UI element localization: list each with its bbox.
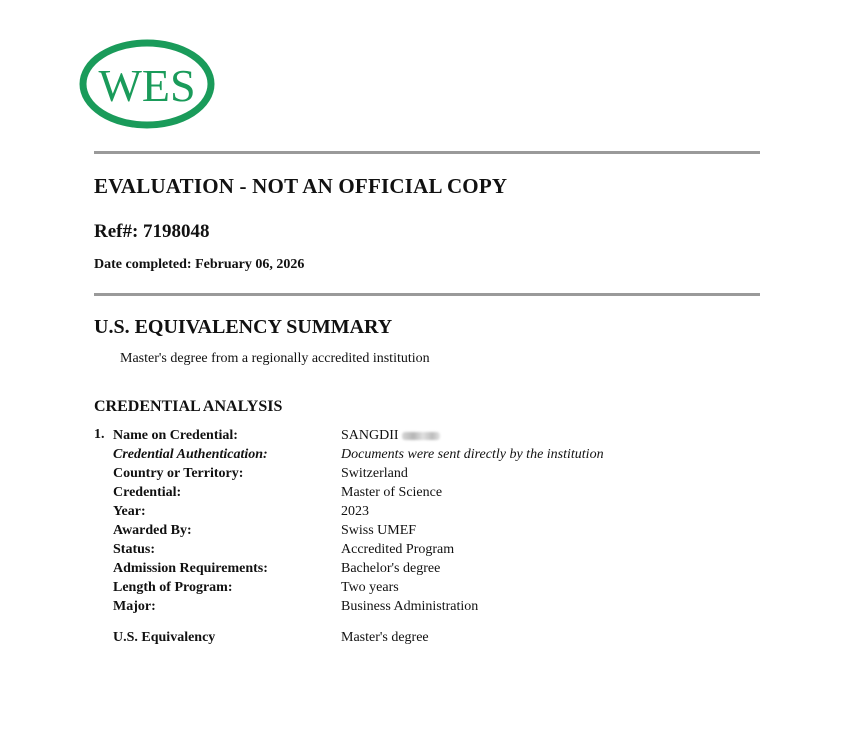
logo-text: WES xyxy=(98,60,196,111)
row-value: Two years xyxy=(341,580,399,595)
row-label: Country or Territory: xyxy=(113,466,244,481)
credential-heading: CREDENTIAL ANALYSIS xyxy=(94,398,283,415)
row-value: Swiss UMEF xyxy=(341,523,417,538)
row-label: Major: xyxy=(113,599,156,614)
row-label: Admission Requirements: xyxy=(113,561,268,576)
row-value: SANGDII xyxy=(341,426,440,445)
credential-number: 1. xyxy=(94,427,105,442)
summary-text: Master's degree from a regionally accredited institution xyxy=(120,351,430,366)
reference-number: Ref#: 7198048 xyxy=(94,221,210,242)
row-label: Credential Authentication: xyxy=(113,447,268,462)
row-value: Master of Science xyxy=(341,485,443,500)
row-value: Business Administration xyxy=(341,599,479,614)
row-value: Switzerland xyxy=(341,466,408,481)
row-label: Year: xyxy=(113,504,146,519)
row-value: Bachelor's degree xyxy=(341,561,441,576)
document-title: EVALUATION - NOT AN OFFICIAL COPY xyxy=(94,174,508,198)
row-label: Credential: xyxy=(113,485,182,500)
date-completed: Date completed: February 06, 2026 xyxy=(94,257,305,272)
top-divider xyxy=(94,151,760,154)
wes-logo xyxy=(78,38,216,130)
row-label: Awarded By: xyxy=(113,523,192,538)
row-value: Master's degree xyxy=(341,630,429,645)
row-value: 2023 xyxy=(341,504,369,519)
redacted-name-mark xyxy=(402,432,440,440)
summary-heading: U.S. EQUIVALENCY SUMMARY xyxy=(94,316,393,338)
row-label: Length of Program: xyxy=(113,580,233,595)
row-label: Status: xyxy=(113,542,156,557)
row-value: Accredited Program xyxy=(341,542,455,557)
row-value: Documents were sent directly by the institution xyxy=(341,447,604,462)
row-label: Name on Credential: xyxy=(113,428,238,443)
row-label: U.S. Equivalency xyxy=(113,630,216,645)
section-divider xyxy=(94,293,760,296)
